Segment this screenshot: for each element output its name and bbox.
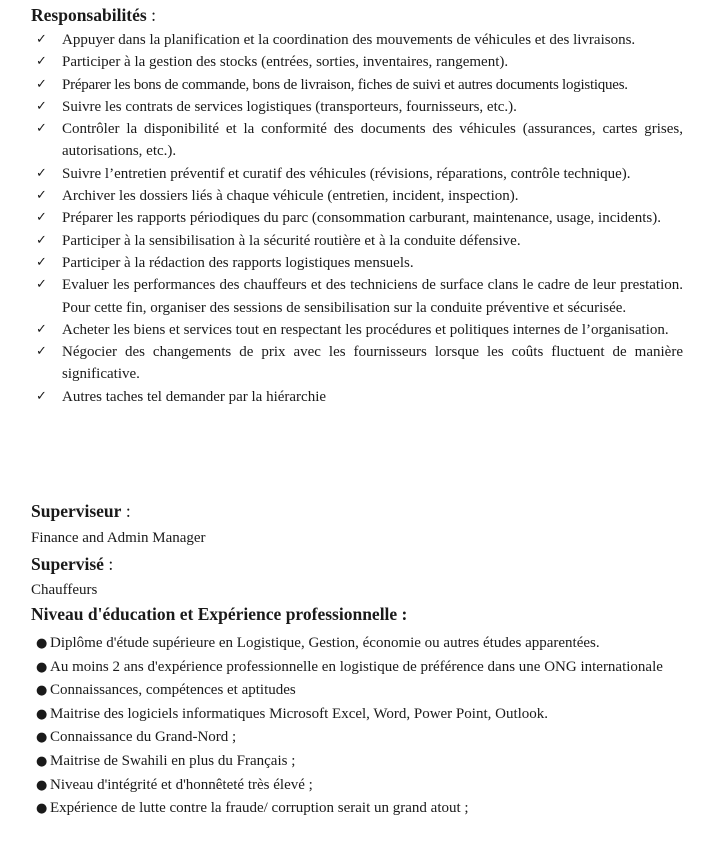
check-icon: ✓	[36, 277, 47, 293]
list-item: ✓ Appuyer dans la planification et la coordination des mouvements de véhicules et des livraisons.	[0, 29, 711, 51]
bullet-icon: ●	[36, 801, 48, 817]
check-icon: ✓	[36, 121, 47, 137]
list-item: ✓ Contrôler la disponibilité et la conformité des documents des véhicules (assurances, cartes grises, autorisations, etc.).	[0, 118, 711, 163]
list-item: ● Connaissance du Grand-Nord ;	[0, 726, 711, 750]
niveau-heading	[31, 604, 407, 624]
check-icon: ✓	[36, 388, 47, 404]
list-item: ✓ Acheter les biens et services tout en respectant les procédures et politiques internes de l’organisation.	[0, 319, 711, 341]
responsabilites-list	[0, 29, 711, 408]
list-item: ✓ Préparer les bons de commande, bons de livraison, fiches de suivi et autres documents logistiques.	[0, 74, 711, 96]
check-icon: ✓	[36, 76, 47, 92]
check-icon: ✓	[36, 54, 47, 70]
bullet-icon: ●	[36, 659, 48, 675]
bullet-icon: ●	[36, 706, 48, 722]
list-item: ✓ Participer à la gestion des stocks (entrées, sorties, inventaires, rangement).	[0, 51, 711, 73]
list-item: ● Niveau d'intégrité et d'honnêteté très élevé ;	[0, 774, 711, 798]
niveau-list	[0, 632, 711, 821]
superviseur-colon: :	[121, 501, 131, 521]
supervise-value: Chauffeurs	[31, 582, 98, 598]
niveau-title: Niveau d'éducation et Expérience professionnelle :	[31, 604, 408, 624]
check-icon: ✓	[36, 344, 47, 360]
list-item: ✓ Négocier des changements de prix avec les fournisseurs lorsque les coûts fluctuent de manière significative.	[0, 341, 711, 386]
check-icon: ✓	[36, 98, 47, 114]
list-item: ● Expérience de lutte contre la fraude/ corruption serait un grand atout ;	[0, 797, 711, 821]
check-icon: ✓	[36, 188, 47, 204]
check-icon: ✓	[36, 254, 47, 270]
list-item: ✓ Préparer les rapports périodiques du parc (consommation carburant, maintenance, usage, incidents).	[0, 207, 711, 229]
list-item: ● Connaissances, compétences et aptitudes	[0, 679, 711, 703]
list-item: ✓ Evaluer les performances des chauffeurs et des techniciens de surface clans le cadre de leur prestation. Pour cette fin, organiser des sessions de sensibilisation sur la conduite préventive et sécurisée.	[0, 274, 711, 319]
supervise-title: Supervisé	[31, 554, 104, 574]
superviseur-title: Superviseur	[31, 501, 122, 521]
list-item: ✓ Participer à la rédaction des rapports logistiques mensuels.	[0, 252, 711, 274]
responsabilites-colon: :	[146, 5, 156, 25]
bullet-icon: ●	[36, 753, 48, 769]
bullet-icon: ●	[36, 636, 48, 651]
check-icon: ✓	[36, 321, 47, 337]
responsabilites-title: Responsabilités	[31, 5, 147, 25]
list-item: ● Maitrise des logiciels informatiques Microsoft Excel, Word, Power Point, Outlook.	[0, 703, 711, 727]
supervise-colon: :	[103, 554, 114, 574]
list-item: ✓ Archiver les dossiers liés à chaque véhicule (entretien, incident, inspection).	[0, 185, 711, 207]
list-item: ✓ Suivre les contrats de services logistiques (transporteurs, fournisseurs, etc.).	[0, 96, 711, 118]
list-item: ● Diplôme d'étude supérieure en Logistique, Gestion, économie ou autres études apparentées.	[0, 632, 711, 656]
supervise-heading	[31, 554, 113, 574]
list-item: ✓ Participer à la sensibilisation à la sécurité routière et à la conduite défensive.	[0, 230, 711, 252]
check-icon: ✓	[36, 32, 47, 47]
superviseur-value: Finance and Admin Manager	[31, 530, 206, 546]
check-icon: ✓	[36, 165, 47, 181]
check-icon: ✓	[36, 232, 47, 248]
check-icon: ✓	[36, 210, 47, 226]
list-item: ● Maitrise de Swahili en plus du Français ;	[0, 750, 711, 774]
list-item: ✓ Autres taches tel demander par la hiérarchie	[0, 386, 711, 408]
list-item: ✓ Suivre l’entretien préventif et curatif des véhicules (révisions, réparations, contrôle technique).	[0, 163, 711, 185]
responsabilites-heading	[31, 5, 156, 25]
bullet-icon: ●	[36, 730, 48, 746]
list-item: ● Au moins 2 ans d'expérience professionnelle en logistique de préférence dans une ONG internationale	[0, 656, 711, 680]
superviseur-heading	[31, 501, 131, 521]
bullet-icon: ●	[36, 683, 48, 699]
bullet-icon: ●	[36, 777, 48, 793]
